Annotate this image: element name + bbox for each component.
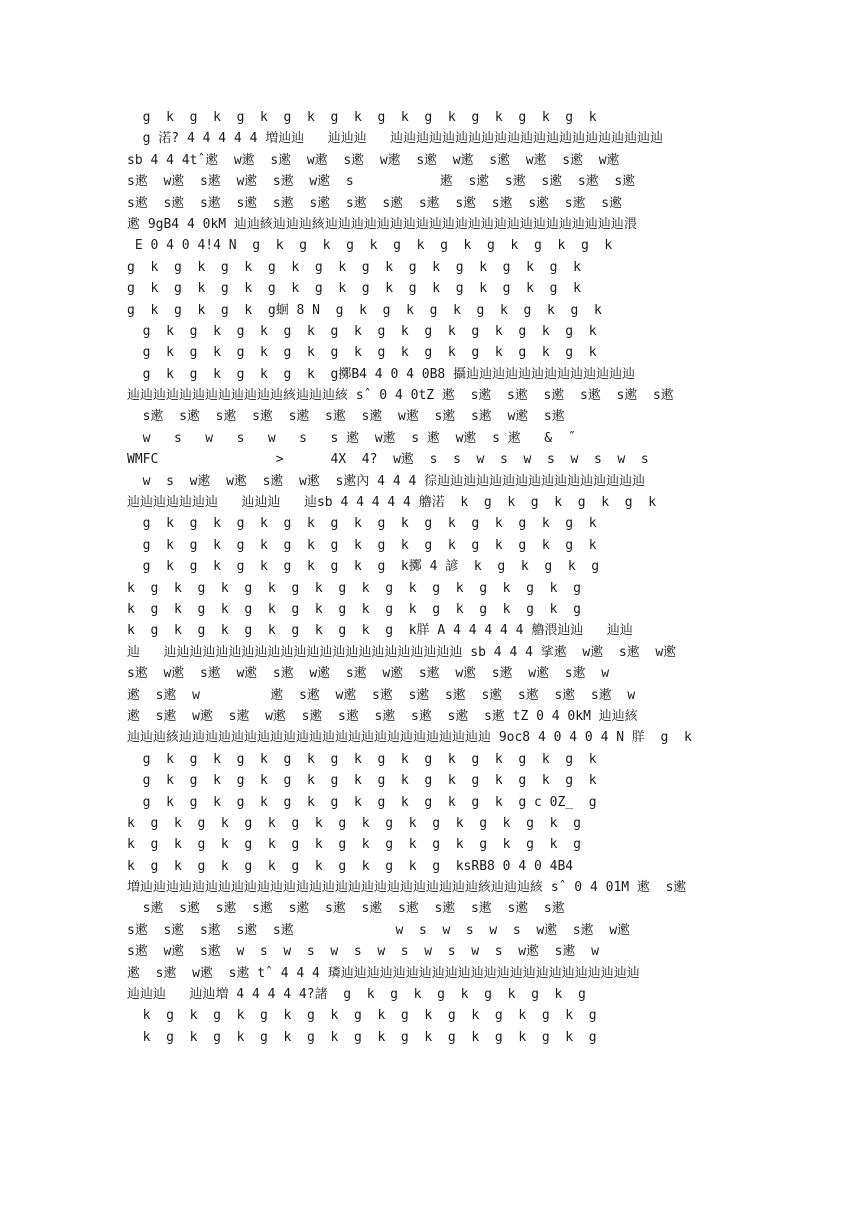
text-line: WMFC > 4X 4? w遬 s s w s w s w s w s bbox=[127, 452, 649, 468]
text-line: g k g k g k g k g k g k g k g k g k g k bbox=[127, 516, 597, 532]
text-line: g k g k g k g k g k g k g k g k g k g k bbox=[127, 773, 597, 789]
text-line: s遬 s遬 s遬 s遬 s遬 s遬 s遬 s遬 s遬 s遬 s遬 s遬 s遬 s遬 bbox=[127, 195, 623, 211]
text-line: w s w s w s s 遬 w遬 s 遬 w遬 s 遬 & ˝ bbox=[127, 430, 576, 446]
text-line: g k g k g k g k g k g k g k g k g k g k bbox=[127, 259, 581, 275]
text-line: k g k g k g k g k g k g k g k g k g k g bbox=[127, 601, 581, 617]
text-line: 辿 辿辿辿辿辿辿辿辿辿辿辿辿辿辿辿辿辿辿辿辿辿辿辿 sb 4 4 4 挲遬 w遬 s遬 w遬 bbox=[127, 644, 677, 660]
text-line: 遬 s遬 w 遬 s遬 w遬 s遬 s遬 s遬 s遬 s遬 s遬 s遬 w bbox=[127, 687, 636, 703]
text-line: g k g k g k g k g k g k g k g k g c 0Z_ g bbox=[127, 794, 597, 810]
text-line: k g k g k g k g k g k g k g k g k g k g bbox=[127, 815, 581, 831]
text-line: g k g k g k g蛔 8 N g k g k g k g k g k g k bbox=[127, 302, 602, 318]
text-line: g k g k g k g k g k g k g k g k g k g k bbox=[127, 537, 597, 553]
text-line: s遬 w遬 s遬 w遬 s遬 w遬 s 遬 s遬 s遬 s遬 s遬 s遬 bbox=[127, 174, 636, 190]
text-line: s遬 s遬 s遬 s遬 s遬 s遬 s遬 s遬 s遬 s遬 s遬 s遬 bbox=[127, 901, 565, 917]
text-line: g k g k g k g k g k g k g k g k g k g k bbox=[127, 110, 597, 125]
text-line: s遬 s遬 s遬 s遬 s遬 w s w s w s w遬 s遬 w遬 bbox=[127, 922, 631, 938]
text-line: 辿辿辿絯辿辿辿辿辿辿辿辿辿辿辿辿辿辿辿辿辿辿辿辿辿辿辿辿 9oc8 4 0 4 0 4 N 羘 g k bbox=[127, 730, 692, 746]
text-line: g k g k g k g k g k g k g k g k g k g k bbox=[127, 323, 597, 339]
text-line: E 0 4 0 4!4 N g k g k g k g k g k g k g k g k bbox=[127, 238, 613, 254]
text-line: k g k g k g k g k g k g k g k g k g k g bbox=[127, 837, 581, 853]
text-line: g k g k g k g k g k g k擲 4 諺 k g k g k g bbox=[127, 559, 600, 575]
text-line: g k g k g k g k g k g k g k g k g k g k bbox=[127, 281, 581, 297]
text-line: g k g k g k g k g k g k g k g k g k g k bbox=[127, 345, 597, 361]
text-line: k g k g k g k g k g k g k g k g k g k g bbox=[127, 1029, 597, 1045]
text-line: 増辿辿辿辿辿辿辿辿辿辿辿辿辿辿辿辿辿辿辿辿辿辿辿辿辿辿絯辿辿辿絯 sˆ 0 4 01M 遬 s遬 bbox=[127, 880, 687, 896]
text-line: g 渃? 4 4 4 4 4 増辿辿 辿辿辿 辿辿辿辿辿辿辿辿辿辿辿辿辿辿辿辿辿辿辿辿辿 bbox=[127, 131, 664, 147]
text-line: g k g k g k g k g k g k g k g k g k g k bbox=[127, 751, 597, 767]
text-line: w s w遬 w遬 s遬 w遬 s遬內 4 4 4 徖辿辿辿辿辿辿辿辿辿辿辿辿辿辿辿辿 bbox=[127, 473, 646, 489]
text-line: k g k g k g k g k g k g k g k g k g k g bbox=[127, 1008, 597, 1024]
text-line: sb 4 4 4tˆ遬 w遬 s遬 w遬 s遬 w遬 s遬 w遬 s遬 w遬 s遬 w遬 bbox=[127, 152, 620, 168]
text-line: 遬 s遬 w遬 s遬 tˆ 4 4 4 璘辿辿辿辿辿辿辿辿辿辿辿辿辿辿辿辿辿辿辿辿辿辿辿 bbox=[127, 965, 640, 981]
text-line: 辿辿辿辿辿辿辿辿辿辿辿辿絯辿辿辿絯 sˆ 0 4 0tZ 遬 s遬 s遬 s遬 s遬 s遬 s遬 bbox=[127, 388, 674, 404]
text-line: k g k g k g k g k g k g k g k g k g k g bbox=[127, 580, 581, 596]
text-line: s遬 w遬 s遬 w s w s w s w s w s w s w遬 s遬 w bbox=[127, 944, 599, 960]
text-line: 遬 9gB4 4 0kM 辿辿絯辿辿辿絯辿辿辿辿辿辿辿辿辿辿辿辿辿辿辿辿辿辿辿辿辿辿辿渨 bbox=[127, 216, 637, 232]
garbled-text-body bbox=[127, 107, 739, 1048]
text-line: g k g k g k g k g擲B4 4 0 4 0B8 攝辿辿辿辿辿辿辿辿辿辿辿辿辿 bbox=[127, 366, 636, 382]
text-line: 遬 s遬 w遬 s遬 w遬 s遬 s遬 s遬 s遬 s遬 s遬 tZ 0 4 0kM 辿辿絯 bbox=[127, 708, 638, 724]
text-line: k g k g k g k g k g k g k羘 A 4 4 4 4 4 艪渨辿辿 辿辿 bbox=[127, 623, 633, 639]
text-line: 辿辿辿辿辿辿辿 辿辿辿 辿sb 4 4 4 4 4 艪渃 k g k g k g k g k bbox=[127, 495, 657, 511]
text-line: k g k g k g k g k g k g k g ksRB8 0 4 0 4B4 bbox=[127, 858, 574, 874]
text-line: s遬 s遬 s遬 s遬 s遬 s遬 s遬 w遬 s遬 s遬 w遬 s遬 bbox=[127, 409, 565, 425]
text-line: s遬 w遬 s遬 w遬 s遬 w遬 s遬 w遬 s遬 w遬 s遬 w遬 s遬 w bbox=[127, 666, 610, 682]
text-line: 辿辿辿 辿辿増 4 4 4 4 4?諸 g k g k g k g k g k g bbox=[127, 987, 586, 1003]
